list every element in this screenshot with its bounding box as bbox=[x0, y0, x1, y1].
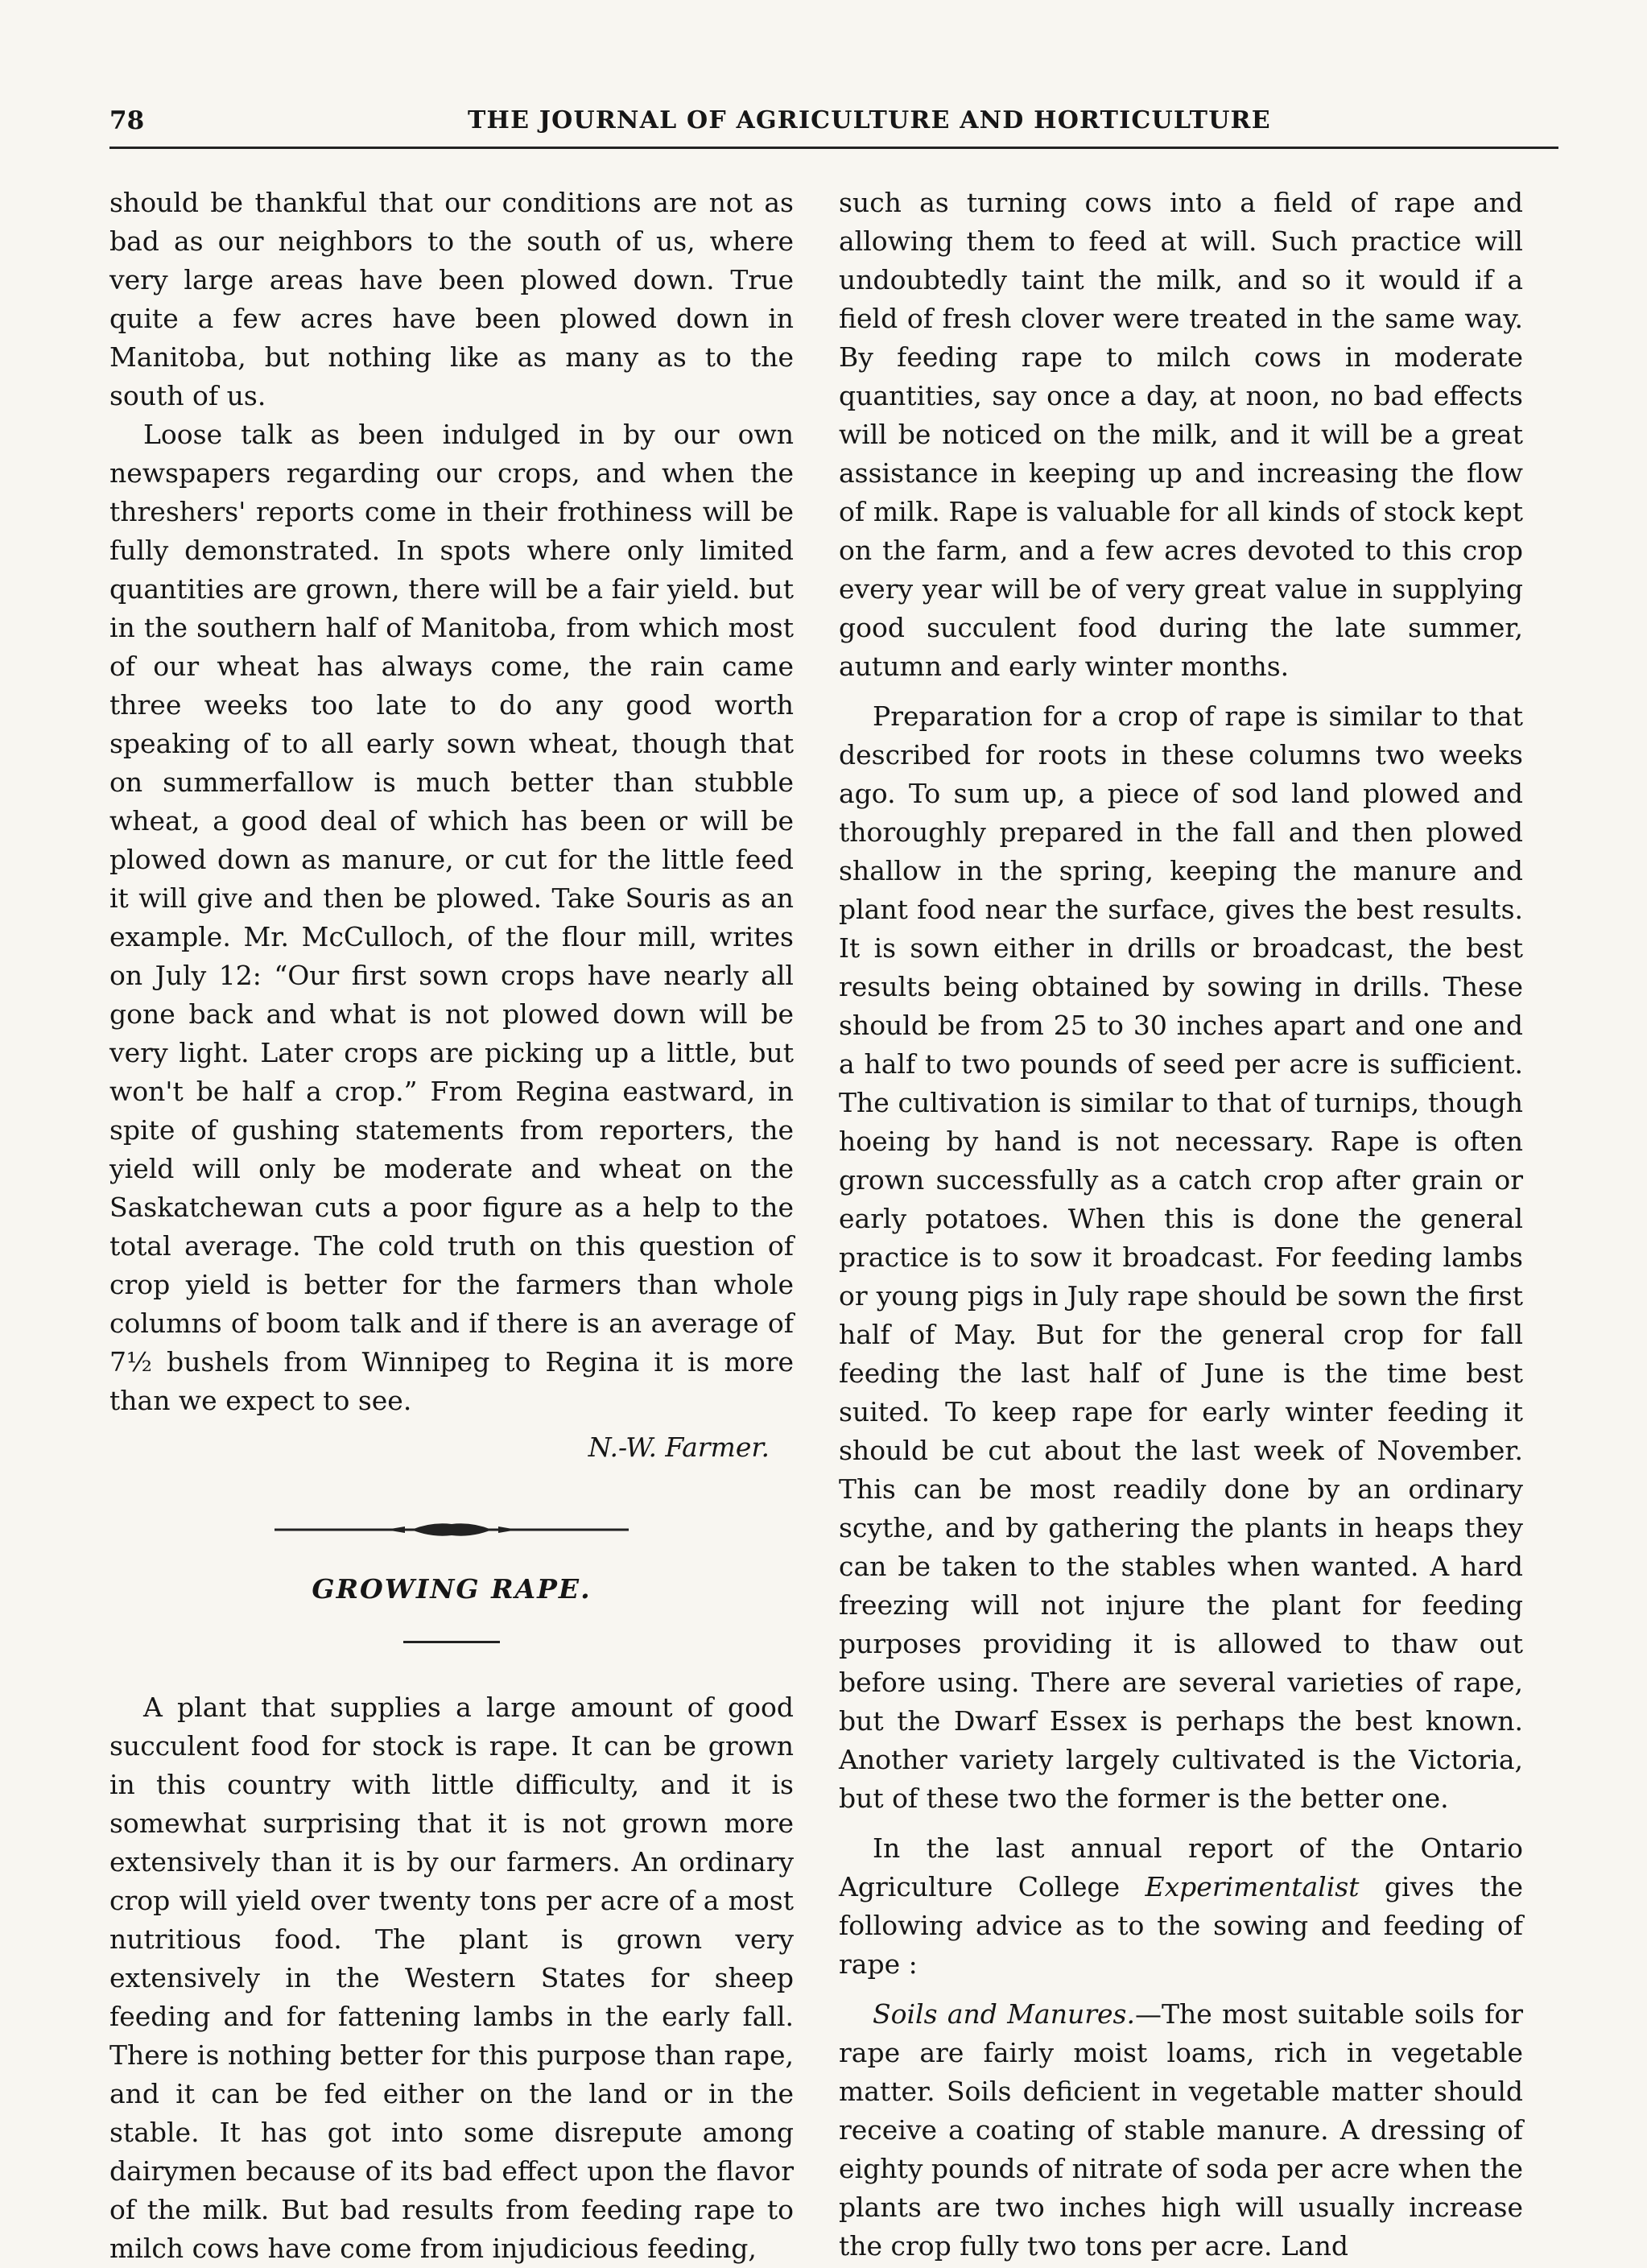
right-paragraph-4-text: —The most suitable soils for rape are fairly moist loams, rich in vegetable matter. Soils deficient in vegetable matter should receive a coating of stable manure. A dressing of eighty pounds of nitrate of soda per acre when the plants are two inches high will usually increase the crop fully two tons per acre. Land bbox=[839, 1998, 1523, 2262]
left-paragraph-3: A plant that supplies a large amount of good succulent food for stock is rape. It can be grown in this country with little difficulty, and it is somewhat surprising that it is not grown more extensively than it is by our farmers. An ordinary crop will yield over twenty tons per acre of a most nutritious food. The plant is grown very extensively in the Western States for sheep feeding and for fattening lambs in the early fall. There is nothing better for this purpose than rape, and it can be fed either on the land or in the stable. It has got into some disrepute among dairymen because of its bad effect upon the flavor of the milk. But bad results from feeding rape to milch cows have come from injudicious feeding, bbox=[109, 1692, 794, 2264]
left-paragraph-1: should be thankful that our conditions are not as bad as our neighbors to the south of us, where very large areas have been plowed down. True quite a few acres have been plowed down in Manitoba, but nothing like as many as to the south of us. bbox=[109, 187, 794, 411]
right-column bbox=[839, 184, 1523, 2266]
publication-title: Experimentalist bbox=[1145, 1871, 1360, 1902]
page-number: 78 bbox=[109, 106, 145, 135]
section-title: GROWING RAPE. bbox=[312, 1573, 592, 1605]
right-paragraph-3-text-a: In the last annual report of the Ontario Agriculture College bbox=[839, 1832, 1523, 1902]
header-rule bbox=[109, 147, 1558, 149]
right-paragraph-3 bbox=[839, 1829, 1523, 1984]
section-rule bbox=[403, 1641, 500, 1643]
subsection-lead: Soils and Manures. bbox=[873, 1998, 1135, 2030]
right-paragraph-3-text-b: gives the following advice as to the sowing and feeding of rape : bbox=[839, 1871, 1523, 1980]
running-head: THE JOURNAL OF AGRICULTURE AND HORTICULTURE bbox=[468, 106, 1271, 134]
left-paragraph-2: Loose talk as been indulged in by our own newspapers regarding our crops, and when the threshers' reports come in their frothiness will be fully demonstrated. In spots where only limited quantities are grown, there will be a fair yield. but in the southern half of Manitoba, from which most of our wheat has always come, the rain came three weeks too late to do any good worth speaking of to all early sown wheat, though that on summerfallow is much better than stubble wheat, a good deal of which has been or will be plowed down as manure, or cut for the little feed it will give and then be plowed. Take Souris as an example. Mr. McCulloch, of the flour mill, writes on July 12: “Our first sown crops have nearly all gone back and what is not plowed down will be very light. Later crops are picking up a little, but won't be half a crop.” From Regina eastward, in spite of gushing statements from reporters, the yield will only be moderate and wheat on the Saskatchewan cuts a poor figure as a help to the total average. The cold truth on this question of crop yield is better for the farmers than whole columns of boom talk and if there is an average of 7½ bushels from Winnipeg to Regina it is more than we expect to see. bbox=[109, 419, 794, 1416]
section-ornament bbox=[274, 1518, 629, 1541]
right-paragraph-2: Preparation for a crop of rape is similar to that described for roots in these columns two weeks ago. To sum up, a piece of sod land plowed and thoroughly prepared in the fall and then plowed shallow in the spring, keeping the manure and plant food near the surface, gives the best results. It is sown either in drills or broadcast, the best results being obtained by sowing in drills. These should be from 25 to 30 inches apart and one and a half to two pounds of seed per acre is sufficient. The cultivation is similar to that of turnips, though hoeing by hand is not necessary. Rape is often grown successfully as a catch crop after grain or early potatoes. When this is done the general practice is to sow it broadcast. For feeding lambs or young pigs in July rape should be sown the first half of May. But for the general crop for fall feeding the last half of June is the time best suited. To keep rape for early winter feeding it should be cut about the last week of November. This can be most readily done by an ordinary scythe, and by gathering the plants in heaps they can be taken to the stables when wanted. A hard freezing will not injure the plant for feeding purposes providing it is allowed to thaw out before using. There are several varieties of rape, but the Dwarf Essex is perhaps the best known. Another variety largely cultivated is the Victoria, but of these two the former is the better one. bbox=[839, 700, 1523, 1814]
left-column bbox=[109, 184, 794, 2268]
page-header bbox=[109, 97, 1558, 138]
signature: N.-W. Farmer. bbox=[588, 1431, 770, 1463]
right-paragraph-1: such as turning cows into a field of rape and allowing them to feed at will. Such practice will undoubtedly taint the milk, and so it would if a field of fresh clover were treated in the same way. By feeding rape to milch cows in moderate quantities, say once a day, at noon, no bad effects will be noticed on the milk, and it will be a great assistance in keeping up and increasing the flow of milk. Rape is valuable for all kinds of stock kept on the farm, and a few acres devoted to this crop every year will be of very great value in supplying good succulent food during the late summer, autumn and early winter months. bbox=[839, 187, 1523, 682]
right-paragraph-4 bbox=[839, 1995, 1523, 2266]
